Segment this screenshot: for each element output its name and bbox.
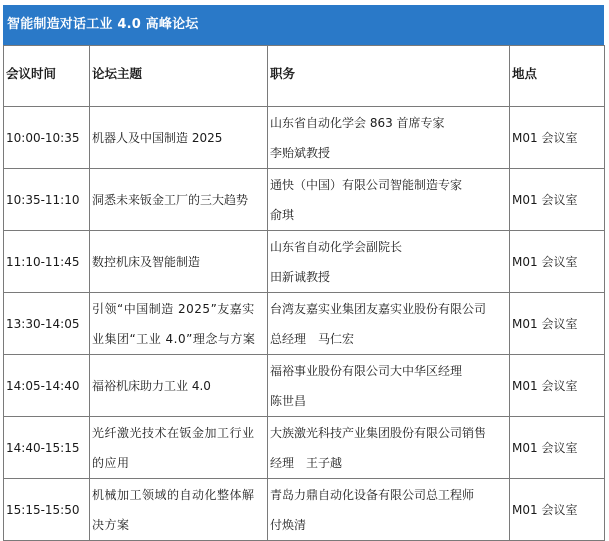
session-time: 10:00-10:35 bbox=[4, 107, 90, 169]
session-topic-text: 机械加工领域的自动化整体解决方案 bbox=[92, 487, 255, 532]
forum-title: 智能制造对话工业 4.0 高峰论坛 bbox=[7, 17, 199, 32]
header-topic: 论坛主题 bbox=[90, 46, 268, 107]
speaker-role-line1: 山东省自动化学会副院长 bbox=[270, 239, 403, 254]
speaker-role bbox=[268, 293, 510, 355]
table-row bbox=[4, 479, 605, 541]
agenda-page bbox=[3, 5, 604, 541]
session-time: 10:35-11:10 bbox=[4, 169, 90, 231]
session-time: 14:05-14:40 bbox=[4, 355, 90, 417]
speaker-role-line2: 俞琪 bbox=[270, 207, 295, 222]
session-topic bbox=[90, 231, 268, 293]
session-time: 15:15-15:50 bbox=[4, 479, 90, 541]
table-header-row bbox=[4, 46, 605, 107]
table-row bbox=[4, 169, 605, 231]
table-row bbox=[4, 107, 605, 169]
speaker-role-line1: 福裕事业股份有限公司大中华区经理 bbox=[270, 363, 463, 378]
forum-title-banner bbox=[3, 5, 604, 45]
table-row bbox=[4, 293, 605, 355]
speaker-role-line1: 山东省自动化学会 863 首席专家 bbox=[270, 115, 445, 130]
speaker-role bbox=[268, 231, 510, 293]
session-location: M01 会议室 bbox=[510, 107, 605, 169]
session-topic-text: 数控机床及智能制造 bbox=[92, 254, 201, 269]
session-topic bbox=[90, 479, 268, 541]
session-topic-text: 机器人及中国制造 2025 bbox=[92, 130, 223, 145]
header-role: 职务 bbox=[268, 46, 510, 107]
table-row bbox=[4, 355, 605, 417]
speaker-role bbox=[268, 355, 510, 417]
speaker-role-line1: 青岛力鼎自动化设备有限公司总工程师 bbox=[270, 487, 475, 502]
speaker-role bbox=[268, 417, 510, 479]
session-location: M01 会议室 bbox=[510, 355, 605, 417]
session-location: M01 会议室 bbox=[510, 417, 605, 479]
speaker-role-line2: 李贻斌教授 bbox=[270, 145, 331, 160]
speaker-role-line2: 经理 王子越 bbox=[270, 455, 343, 470]
session-location: M01 会议室 bbox=[510, 479, 605, 541]
speaker-role-line2: 田新诚教授 bbox=[270, 269, 331, 284]
speaker-role-line1: 台湾友嘉实业集团友嘉实业股份有限公司 bbox=[270, 301, 487, 316]
table-row bbox=[4, 417, 605, 479]
speaker-role-line2: 总经理 马仁宏 bbox=[270, 331, 355, 346]
header-time: 会议时间 bbox=[4, 46, 90, 107]
header-location: 地点 bbox=[510, 46, 605, 107]
speaker-role bbox=[268, 479, 510, 541]
speaker-role-line2: 陈世昌 bbox=[270, 393, 307, 408]
session-time: 11:10-11:45 bbox=[4, 231, 90, 293]
session-topic bbox=[90, 417, 268, 479]
session-topic-text: 福裕机床助力工业 4.0 bbox=[92, 378, 211, 393]
session-topic-text: 洞悉未来钣金工厂的三大趋势 bbox=[92, 192, 249, 207]
session-location: M01 会议室 bbox=[510, 293, 605, 355]
session-time: 14:40-15:15 bbox=[4, 417, 90, 479]
speaker-role-line2: 付焕清 bbox=[270, 517, 307, 532]
speaker-role bbox=[268, 107, 510, 169]
session-topic bbox=[90, 169, 268, 231]
session-topic-text: 引领“中国制造 2025”友嘉实业集团“工业 4.0”理念与方案 bbox=[92, 301, 256, 346]
speaker-role bbox=[268, 169, 510, 231]
session-time: 13:30-14:05 bbox=[4, 293, 90, 355]
session-location: M01 会议室 bbox=[510, 231, 605, 293]
session-topic-text: 光纤激光技术在钣金加工行业的应用 bbox=[92, 425, 255, 470]
table-row bbox=[4, 231, 605, 293]
session-topic bbox=[90, 355, 268, 417]
speaker-role-line1: 通快（中国）有限公司智能制造专家 bbox=[270, 177, 463, 192]
speaker-role-line1: 大族激光科技产业集团股份有限公司销售 bbox=[270, 425, 487, 440]
session-topic bbox=[90, 107, 268, 169]
session-location: M01 会议室 bbox=[510, 169, 605, 231]
session-topic bbox=[90, 293, 268, 355]
agenda-table bbox=[3, 45, 605, 541]
